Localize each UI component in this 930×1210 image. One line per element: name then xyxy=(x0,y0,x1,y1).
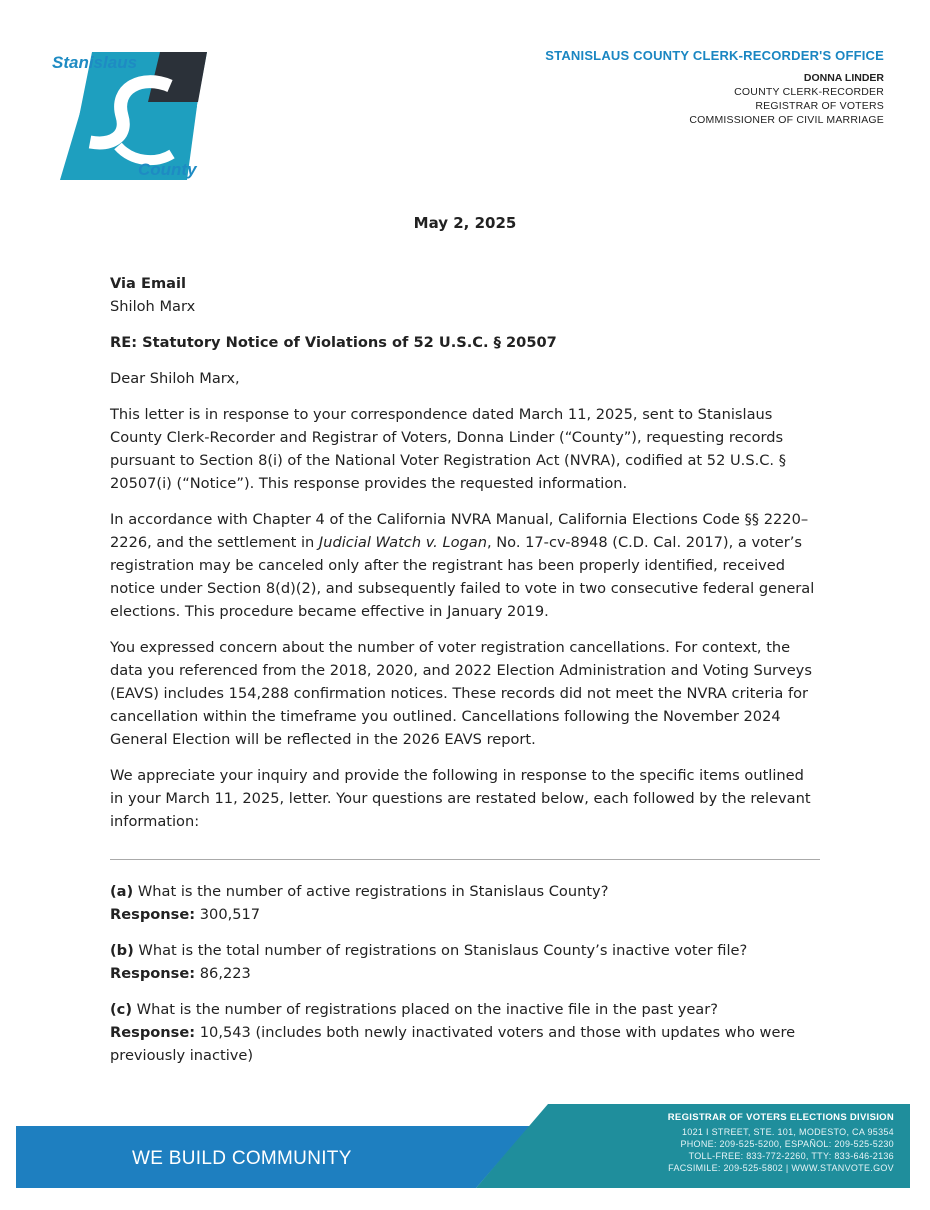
question-item-a xyxy=(110,880,820,926)
division-name: REGISTRAR OF VOTERS ELECTIONS DIVISION xyxy=(667,1112,894,1123)
section-divider xyxy=(110,859,820,860)
paragraph-1: This letter is in response to your correspondence dated March 11, 2025, sent to Stanislaus County Clerk-Recorder and Registrar of Voters, Donna Linder (“County”), requesting records pursuant to Section 8(i) of the National Voter Registration Act (NVRA), codified at 52 U.S.C. § 20507(i) (“Notice”). This response provides the requested information. xyxy=(110,406,786,492)
paragraph-3: You expressed concern about the number of voter registration cancellations. For context, the data you referenced from the 2018, 2020, and 2022 Election Administration and Voting Surveys (EAVS) includes 154,288 confirmation notices. These records did not meet the NVRA criteria for cancellation within the timeframe you outlined. Cancellations following the November 2024 General Election will be reflected in the 2026 EAVS report. xyxy=(110,639,812,748)
county-logo xyxy=(52,46,212,186)
subject-line: RE: Statutory Notice of Violations of 52 U.S.C. § 20507 xyxy=(110,334,557,351)
division-phone: PHONE: 209-525-5200, ESPAÑOL: 209-525-5230 xyxy=(680,1139,894,1149)
question-label: (b) xyxy=(110,942,134,959)
question-text: What is the number of active registrations in Stanislaus County? xyxy=(133,883,609,900)
logo-graphic xyxy=(52,46,212,186)
paragraph-2-after: , No. 17-cv-8948 (C.D. Cal. 2017), a voter’s registration may be canceled only after the registrant has been properly identified, received notice under Section 8(d)(2), and subsequently failed to vote in two consecutive federal general elections. This procedure became effective in January 2019. xyxy=(110,534,815,620)
question-label: (a) xyxy=(110,883,134,900)
official-title-3: COMMISSIONER OF CIVIL MARRIAGE xyxy=(689,114,884,126)
question-item-b xyxy=(110,939,820,985)
footer-slogan: WE BUILD COMMUNITY xyxy=(132,1148,352,1169)
official-title-2: REGISTRAR OF VOTERS xyxy=(755,100,884,112)
division-address: 1021 I STREET, STE. 101, MODESTO, CA 95354 xyxy=(681,1127,894,1137)
paragraph-4: We appreciate your inquiry and provide the following in response to the specific items outlined in your March 11, 2025, letter. Your questions are restated below, each followed by the relevant information: xyxy=(110,767,811,830)
office-title: STANISLAUS COUNTY CLERK-RECORDER'S OFFICE xyxy=(545,48,884,63)
question-label: (c) xyxy=(110,1001,132,1018)
logo-top-word: Stanislaus xyxy=(52,53,138,72)
paragraph-2 xyxy=(110,508,820,623)
delivery-method: Via Email xyxy=(110,275,186,292)
response-label: Response: xyxy=(110,906,196,923)
division-fax-web: FACSIMILE: 209-525-5802 | WWW.STANVOTE.GOV xyxy=(668,1163,894,1173)
footer-contact-info xyxy=(668,1112,894,1174)
response-text: 300,517 xyxy=(195,906,261,923)
question-item-c xyxy=(110,998,820,1067)
question-text: What is the number of registrations placed on the inactive file in the past year? xyxy=(132,1001,718,1018)
office-header xyxy=(545,48,884,127)
letter-body xyxy=(110,272,820,1080)
response-label: Response: xyxy=(110,965,196,982)
recipient-name: Shiloh Marx xyxy=(110,298,196,315)
paragraph-2-before: In accordance with Chapter 4 of the California NVRA Manual, California Elections Code §§ 2220–2226, and the settlement in xyxy=(110,511,809,551)
case-citation: Judicial Watch v. Logan xyxy=(318,534,487,551)
response-label: Response: xyxy=(110,1024,196,1041)
letter-date: May 2, 2025 xyxy=(413,214,517,232)
logo-bottom-word: County xyxy=(138,160,197,179)
question-text: What is the total number of registrations on Stanislaus County’s inactive voter file? xyxy=(133,942,748,959)
salutation: Dear Shiloh Marx, xyxy=(110,370,240,387)
response-text: 86,223 xyxy=(195,965,251,982)
question-list xyxy=(110,880,820,1067)
division-tollfree: TOLL-FREE: 833-772-2260, TTY: 833-646-2136 xyxy=(688,1151,894,1161)
official-title-1: COUNTY CLERK-RECORDER xyxy=(734,86,884,98)
footer-banner xyxy=(0,1100,930,1210)
response-text: 10,543 (includes both newly inactivated voters and those with updates who were previously inactive) xyxy=(110,1024,796,1064)
official-name: DONNA LINDER xyxy=(803,72,884,84)
